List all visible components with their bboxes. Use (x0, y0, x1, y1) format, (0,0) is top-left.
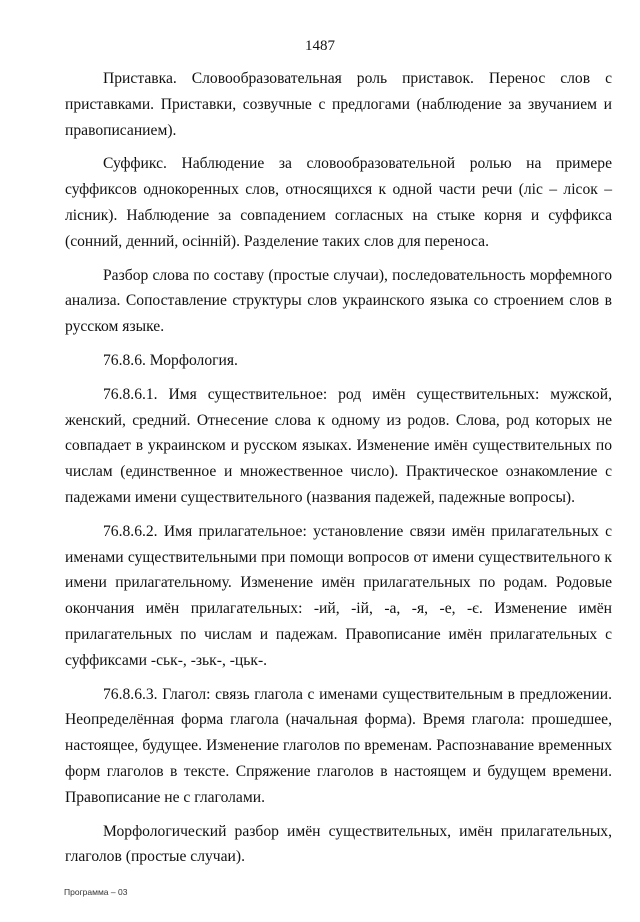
section-heading-morphology: 76.8.6. Морфология. (103, 351, 238, 369)
paragraph-suffix: Суффикс. Наблюдение за словообразовательной ролью на примере суффиксов однокоренных слов, относящихся к одной части речи (ліс – лісок – лісник). Наблюдение за совпадением согласных на стыке корня и суффикса (сонний, денний, осінній). Разделение таких слов для переноса. (65, 155, 612, 250)
paragraph-word-analysis: Разбор слова по составу (простые случаи), последовательность морфемного анализа. Сопоставление структуры слов украинского языка со строением слов в русском языке. (65, 266, 612, 336)
paragraph-prefix: Приставка. Словообразовательная роль приставок. Перенос слов с приставками. Приставки, созвучные с предлогами (наблюдение за звучанием и правописанием). (65, 70, 612, 139)
document-body (65, 66, 612, 878)
paragraph-adjective: 76.8.6.2. Имя прилагательное: установление связи имён прилагательных с именами существительными при помощи вопросов от имени существительного к имени прилагательному. Изменение имён прилагательных по родам. Родовые окончания имён прилагательных: -ий, -ій, -а, -я, -е, -є. Изменение имён прилагательных по числам и падежам. Правописание имён прилагательных с суффиксами -ськ-, -зьк-, -цьк-. (65, 522, 612, 669)
paragraph-morphological-analysis: Морфологический разбор имён существительных, имён прилагательных, глаголов (простые случаи). (65, 822, 612, 866)
page-number: 1487 (305, 38, 335, 54)
paragraph-verb: 76.8.6.3. Глагол: связь глагола с именами существительным в предложении. Неопределённая форма глагола (начальная форма). Время глагола: прошедшее, настоящее, будущее. Изменение глаголов по временам. Распознавание временных форм глаголов в тексте. Спряжение глаголов в настоящем и будущем времени. Правописание не с глаголами. (65, 685, 612, 806)
paragraph-noun: 76.8.6.1. Имя существительное: род имён существительных: мужской, женский, средний. Отнесение слова к одному из родов. Слова, род которых не совпадает в украинском и русском языках. Изменение имён существительных по числам (единственное и множественное число). Практическое ознакомление с падежами имени существительного (названия падежей, падежные вопросы). (65, 385, 612, 506)
footer-program-label: Программа – 03 (64, 887, 128, 897)
